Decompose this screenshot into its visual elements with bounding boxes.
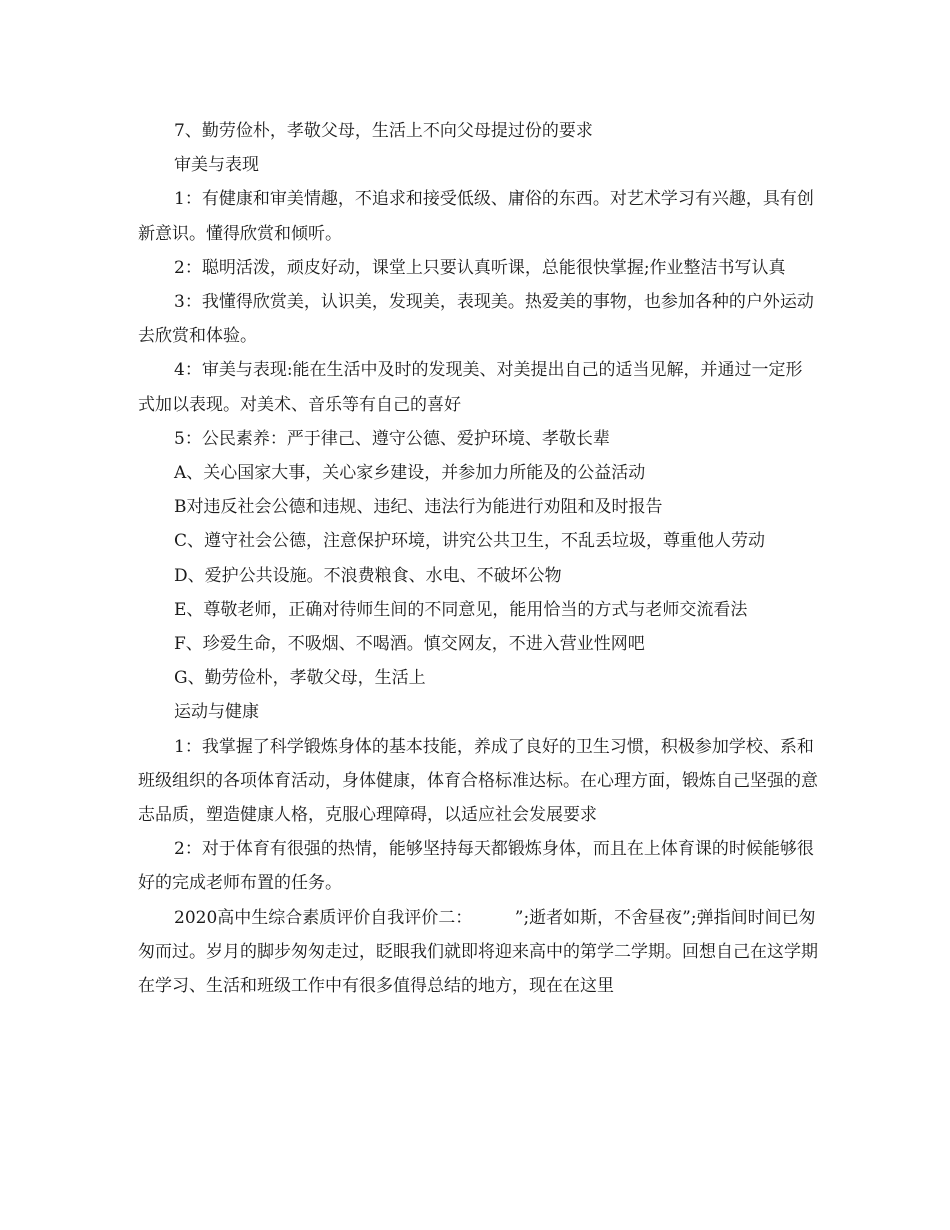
paragraph-citizenship-a: A、关心国家大事，关心家乡建设，并参加力所能及的公益活动: [174, 463, 646, 484]
paragraph-aesthetics-1: 1：有健康和审美情趣，不追求和接受低级、庸俗的东西。对艺术学习有兴趣，具有创新意识。懂得欣赏和倾听。: [138, 189, 814, 244]
paragraph-aesthetics-2: 2：聪明活泼，顽皮好动，课堂上只要认真听课，总能很快掌握;作业整洁书写认真: [174, 257, 786, 278]
paragraph-self-evaluation-2: 2020高中生综合素质评价自我评价二： ”;逝者如斯，不舍昼夜”;弹指间时间已匆匆而过。岁月的脚步匆匆走过，眨眼我们就即将迎来高中的第学二学期。回想自己在这学期在学习、生活和班级工作中有很多值得总结的地方，现在在这里: [138, 907, 818, 997]
paragraph-citizenship-d: D、爱护公共设施。不浪费粮食、水电、不破坏公物: [174, 565, 562, 586]
paragraph-citizenship-e: E、尊敬老师，正确对待师生间的不同意见，能用恰当的方式与老师交流看法: [174, 599, 748, 620]
paragraph-sports-1: 1：我掌握了科学锻炼身体的基本技能，养成了良好的卫生习惯，积极参加学校、系和班级组织的各项体育活动，身体健康，体育合格标准达标。在心理方面，锻炼自己坚强的意志品质，塑造健康人格，克服心理障碍，以适应社会发展要求: [138, 736, 818, 826]
paragraph-citizenship-b: B对违反社会公德和违规、违纪、违法行为能进行劝阻和及时报告: [174, 497, 663, 518]
document-body: [138, 114, 818, 1003]
paragraph-sports-2: 2：对于体育有很强的热情，能够坚持每天都锻炼身体，而且在上体育课的时候能够很好的完成老师布置的任务。: [138, 839, 814, 894]
paragraph-citizenship-g: G、勤劳俭朴，孝敬父母，生活上: [174, 668, 426, 689]
paragraph-diligence-item-7: 7、勤劳俭朴，孝敬父母，生活上不向父母提过份的要求: [174, 121, 593, 141]
paragraph-aesthetics-4: 4：审美与表现:能在生活中及时的发现美、对美提出自己的适当见解，并通过一定形式加以表现。对美术、音乐等有自己的喜好: [138, 360, 803, 415]
section-heading-aesthetics: 审美与表现: [174, 155, 259, 176]
paragraph-citizenship-c: C、遵守社会公德，注意保护环境，讲究公共卫生，不乱丢垃圾，尊重他人劳动: [174, 531, 766, 552]
paragraph-citizenship-f: F、珍爱生命，不吸烟、不喝酒。慎交网友，不进入营业性网吧: [174, 634, 645, 655]
paragraph-citizenship-5: 5：公民素养：严于律己、遵守公德、爱护环境、孝敬长辈: [174, 428, 610, 449]
paragraph-aesthetics-3: 3：我懂得欣赏美，认识美，发现美，表现美。热爱美的事物，也参加各种的户外运动去欣赏和体验。: [138, 292, 814, 347]
section-heading-sports-health: 运动与健康: [174, 702, 259, 723]
